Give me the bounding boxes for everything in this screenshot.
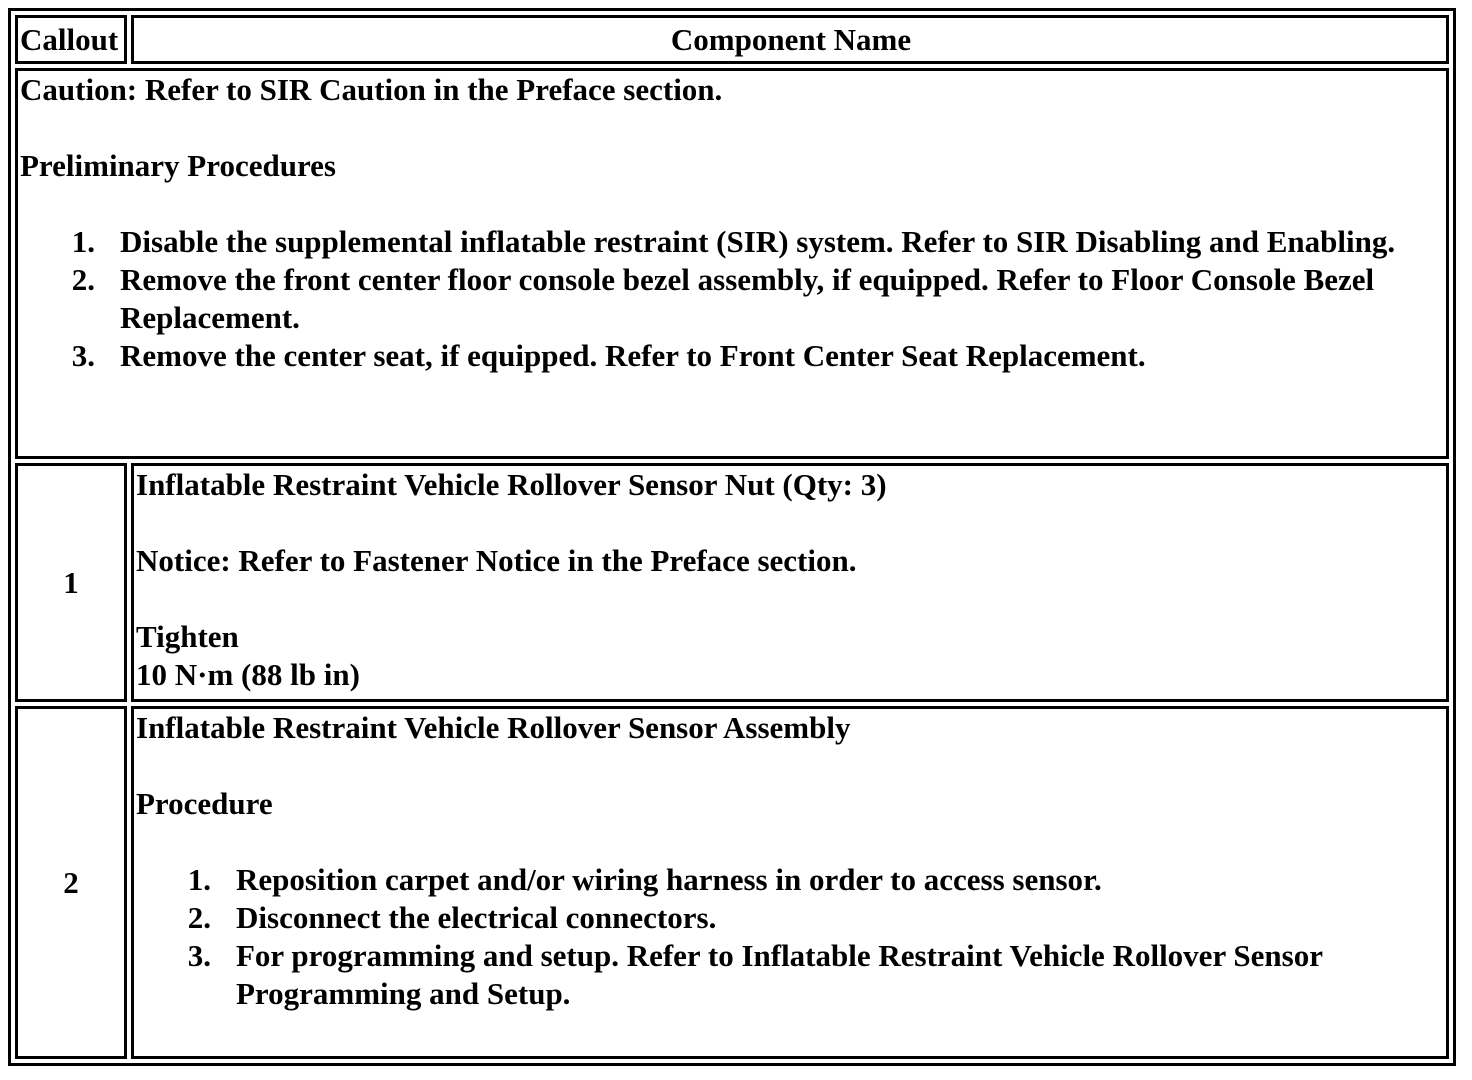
header-component-name: Component Name (131, 15, 1449, 64)
list-item: 1. Disable the supplemental inflatable restraint (SIR) system. Refer to SIR Disabling and Enabling. (71, 224, 1396, 259)
callout-1: 1 (15, 463, 127, 702)
notice-text: Notice: Refer to Fastener Notice in the Preface section. (136, 543, 857, 578)
component-cell-1 (131, 463, 1449, 702)
tighten-label: Tighten (136, 619, 239, 654)
list-item: 2. Disconnect the electrical connectors. (187, 900, 717, 935)
callout-2: 2 (15, 706, 127, 1059)
component-table (8, 8, 1456, 1066)
tighten-value: 10 N·m (88 lb in) (136, 657, 360, 692)
caution-cell (15, 68, 1449, 459)
component-name: Inflatable Restraint Vehicle Rollover Sensor Assembly (136, 710, 851, 745)
list-item: 1. Reposition carpet and/or wiring harness in order to access sensor. (187, 862, 1102, 897)
caution-row (15, 68, 1449, 459)
table-row (15, 706, 1449, 1059)
procedure-steps (136, 861, 1446, 1013)
component-cell-2 (131, 706, 1449, 1059)
procedure-title: Procedure (136, 786, 273, 821)
table-row (15, 463, 1449, 702)
list-item: 3. For programming and setup. Refer to Inflatable Restraint Vehicle Rollover Sensor Programming and Setup. (187, 938, 1323, 1011)
component-name: Inflatable Restraint Vehicle Rollover Sensor Nut (Qty: 3) (136, 467, 887, 502)
list-item: 3. Remove the center seat, if equipped. Refer to Front Center Seat Replacement. (71, 338, 1146, 373)
header-row (15, 15, 1449, 64)
caution-text: Caution: Refer to SIR Caution in the Preface section. (20, 72, 723, 107)
preliminary-steps (20, 223, 1446, 375)
list-item: 2. Remove the front center floor console bezel assembly, if equipped. Refer to Floor Console Bezel Replacement. (71, 262, 1375, 335)
header-callout: Callout (15, 15, 127, 64)
preliminary-title: Preliminary Procedures (20, 148, 336, 183)
